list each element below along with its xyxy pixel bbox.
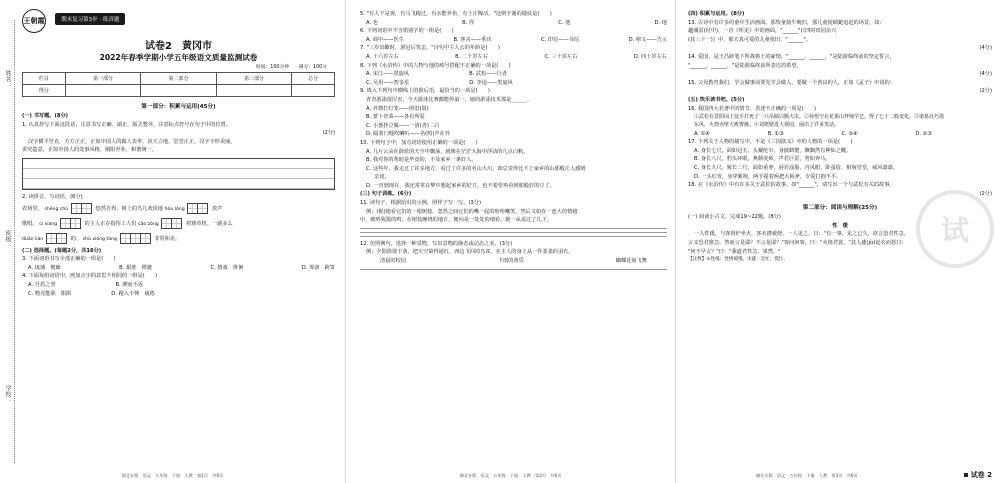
- score-table: [22, 72, 335, 97]
- options-row: [22, 264, 335, 273]
- option[interactable]: B. 武松——行者: [469, 71, 508, 78]
- pinyin-row: 歌唱。 cí xiáng 的主人正在指挥工人们 cāo zòng 着割草机。一副多么: [22, 217, 335, 232]
- passage-title: 性 缓: [832, 222, 848, 229]
- watermark-stamp: 试: [916, 190, 994, 268]
- option[interactable]: D. 隔着门缝吹喇叭——名(鸣)声在外: [366, 131, 450, 138]
- option-continued: 亲切。: [374, 174, 390, 181]
- score-note: (2分): [979, 88, 992, 95]
- choice[interactable]: 下雨的黄昏: [497, 258, 524, 265]
- score-cell: 第三部分: [216, 73, 292, 85]
- question-text: (其三十一)》中，那天真可爱的儿童依旧，"______"。: [688, 36, 811, 43]
- paper-title: 试卷2 黄冈市: [145, 41, 212, 52]
- subsection-heading: (一) 书写题。(8分): [22, 113, 69, 119]
- option[interactable]: C. 小葱拌豆腐——一清(青)二白: [366, 122, 440, 129]
- options-row: [360, 70, 667, 79]
- question-1: 1. 认真抄写下面这段话，注意书写正确、端正，版式整齐，注意标点符号在句子中的位置。: [22, 121, 231, 128]
- score-value-row: [23, 85, 335, 97]
- options-row: [22, 281, 335, 290]
- question-13: 13. 古诗中有许多的童年生活画面。那牧童骑牛晚归，那儿童捉蜻蜓追赶的场景，如：: [688, 19, 885, 26]
- question-8: 8. 下列《水浒传》中的人物与他的绰号搭配不正确的一项是( ): [360, 62, 511, 69]
- option[interactable]: A. 十六岁左右: [366, 53, 399, 60]
- subsection-heading: (四) 积累与运用。(8分): [688, 11, 745, 17]
- passage-text: 一人性缓，与客围炉坐火，客衣襟被烧，一人见之，曰："有一事，见之已久，欲言恐君性急，: [694, 231, 910, 238]
- question-18: 18. 在《水浒传》中有许多关于武松的故事，如"______"，请写出一个与武松有关的故事。: [688, 182, 895, 189]
- option[interactable]: A. 几片云朵在蔚蓝的天空中飘荡，就像在茫茫大海中浮动的几点白帆。: [366, 148, 529, 155]
- subsection-heading: (二) 选择题。(每题2分，共16分): [22, 247, 102, 254]
- options-row: [688, 130, 992, 139]
- question-6: 6. 下列词语中不含错别字的一组是( ): [360, 28, 454, 35]
- paper-label: 试卷 2: [964, 470, 992, 480]
- score-input[interactable]: [65, 85, 141, 97]
- score-input[interactable]: [141, 85, 217, 97]
- section-heading: 第二部分：阅读与理解(25分): [802, 205, 878, 212]
- question-text: ①武松在景阳冈上徒手打死了一只吊睛白额大虫。②孙悟空在花果山拜师学艺，得了七十二般变化。③诸葛亮巧借东风，火烧赤壁大败曹操。④刘姥姥进大观园，闹出了许多笑话。: [694, 114, 945, 129]
- char-grid[interactable]: [47, 233, 67, 244]
- option[interactable]: D. 跑入不惮 疲倦: [111, 290, 155, 297]
- page-3: [675, 0, 1000, 483]
- name-label: 姓名：: [4, 70, 11, 88]
- question-text: "______，______。"是陆游临终前所表达的希望。: [688, 62, 802, 69]
- subsection-heading: (五) 快乐读书吧。(5分): [688, 96, 745, 103]
- subsection-heading: (三) 句子训练。(6分): [360, 191, 412, 198]
- question-4: 4. 下面每组词语中，画加点字的意思不相同的一组是( ): [22, 273, 158, 280]
- score-input[interactable]: [216, 85, 292, 97]
- option[interactable]: B. ①③: [767, 130, 784, 137]
- section-heading: 第一部分：积累与运用(45分): [141, 104, 216, 110]
- passage-text: 言又恐君愈急。然而言是耶？不言是耶？"客问何事，曰："火烧君裳。"其人遽(jù)起衣而怒曰：: [688, 240, 907, 247]
- char-grid[interactable]: [162, 218, 182, 229]
- question-14: 14. 爱国，是王昌龄笔下所战将士的豪情，"______，______。"是陆游临终前的坚定誓言，: [688, 53, 895, 60]
- score-cell: 栏目: [23, 73, 66, 85]
- option[interactable]: C. 印信——书信: [540, 36, 580, 43]
- page-2: [345, 0, 675, 483]
- copy-text: 汉字横平竖直，方方正正，正如中国人的做人表率，顶天立地，堂堂正正。汉字字形美丽，: [28, 138, 236, 145]
- question-11: 11. 读句子，根据给出的示例，照样子写一写。(3分): [360, 200, 481, 207]
- example-text: 例：(猴)地看它们的一根树枝，忽然之间它们的嘴一起的哈哈嘲笑，然后又如在一连大的情绪: [366, 208, 578, 215]
- option[interactable]: C. 吴用——智多星: [366, 79, 410, 86]
- question-9: 9. 填入下列句中横线上的歇后语，最恰当的一项是( ): [360, 88, 490, 95]
- page-footer: 湖北专版 语文 五年级 下册 人教 第3页 共6页: [756, 473, 858, 478]
- question-5: 5. "有人不是客，有马飞跑过，有水能养鱼，有土庄稼活。"这则字谜的谜底是( ): [360, 11, 552, 17]
- passage-text: "何不早言？"曰："我道君性急，果然。": [688, 248, 781, 255]
- option[interactable]: D. ②③: [915, 130, 932, 137]
- option[interactable]: A. 琉璃 檐廊: [28, 264, 61, 271]
- question-15: 15. 父母教育我们，学会做事前要先学会做人，要做一个善良的人，正如《孟子》中说的：: [688, 79, 896, 86]
- answer-line[interactable]: [360, 232, 667, 233]
- option[interactable]: B. 你: [462, 19, 475, 26]
- example-text: 中，细听猩猩的鸣，在树枝缠绕的地方，便向是一处处的细看，她一从说过了几下。: [360, 217, 552, 224]
- options-row: [360, 53, 667, 62]
- char-grid[interactable]: [121, 233, 151, 244]
- option[interactable]: C. 池: [558, 19, 571, 26]
- options-row: [360, 79, 667, 88]
- score-input[interactable]: [292, 85, 335, 97]
- pinyin-row: 农场里， shēng chù 悠然自得，树上的鸟儿欢快地 hóu lóng 放声: [22, 202, 335, 217]
- example-text: 例：夕阳徐徐下落，把天空染得通红，西边飞回的鸟雀，在主人的身上从一件柔柔的羽衣。: [366, 249, 574, 256]
- option[interactable]: B. 溯而不返: [115, 281, 144, 288]
- option[interactable]: A. 身长七尺，面如冠玉，头戴纶巾，身披鹤氅，飘飘然有神仙之概。: [694, 147, 852, 154]
- score-note: (2分): [322, 130, 335, 137]
- page-footer: 湖北专版 语文 五年级 下册 人教 第1页 共6页: [121, 473, 224, 478]
- option[interactable]: D. 一直到现在，我还常常在梦中想起家乡的好豆，也不希望再看到那般好的豆了。: [366, 182, 555, 189]
- option[interactable]: A. 调中——医生: [366, 36, 404, 43]
- exam-meta: 时间：100分钟 满分：100分: [255, 65, 327, 70]
- option[interactable]: D. 四十岁左右: [633, 53, 667, 60]
- score-note: (4分): [979, 71, 992, 78]
- question-text: 青青游泳很厉害，今天游泳比赛都能得第一，她的游泳技术那是______。: [366, 96, 533, 103]
- writing-box[interactable]: [22, 158, 335, 190]
- score-cell: 得分: [23, 85, 66, 97]
- choice[interactable]: 蝴蝶花间飞舞: [615, 258, 647, 265]
- options-row: [22, 290, 335, 299]
- review-banner: 期末复习第3步 · 练真题: [55, 13, 125, 25]
- option[interactable]: D. 李逵——黑旋风: [469, 79, 513, 86]
- score-header-row: [23, 73, 335, 85]
- option[interactable]: D. 筹备 跨箐: [301, 264, 335, 271]
- option[interactable]: C. 嬉戏 徘徊: [210, 264, 244, 271]
- brand-logo: 王朝霞: [22, 9, 46, 33]
- option[interactable]: A. 吾盾之坚: [28, 281, 56, 288]
- option[interactable]: C. 三十岁左右: [544, 53, 578, 60]
- option[interactable]: D. 榜文——告示: [628, 36, 667, 43]
- score-note: (4分): [979, 45, 992, 52]
- question-17: 17. 下列关于人物的描写中，不是《三国演义》中的人物的一项是( ): [688, 139, 853, 146]
- option[interactable]: B. 二十岁左右: [455, 53, 488, 60]
- page-1: [0, 0, 345, 483]
- question-2: 2. 读拼音，写词语。(6分): [22, 193, 83, 200]
- answer-line[interactable]: [360, 269, 667, 270]
- score-cell: 总分: [292, 73, 335, 85]
- answer-line[interactable]: [360, 228, 667, 229]
- score-cell: 第二部分: [141, 73, 217, 85]
- option[interactable]: B. 我对你的帮助是毕竟的，不及家乡一条好人。: [366, 157, 477, 164]
- option[interactable]: C. 物竞能职 陷阱: [28, 290, 72, 297]
- option[interactable]: C. 身长九尺，髯长二尺，面如重枣，唇若涂脂，丹凤眼，卧蚕眉，相貌堂堂，威风凛凛。: [694, 164, 899, 171]
- subsection-heading: (一) 阅读小古文，完成19~22题。(8分): [688, 214, 781, 221]
- question-10: 10. 下列句子中，加点词语使用正确的一项是( ): [360, 139, 478, 146]
- square-icon: [964, 473, 968, 477]
- option[interactable]: B. 甜蔗 橙漉: [119, 264, 152, 271]
- option[interactable]: A. 宋江——黑旋风: [366, 71, 410, 78]
- char-grid[interactable]: [72, 203, 92, 214]
- options-row: [360, 19, 667, 28]
- option[interactable]: B. 身长八尺，豹头环眼，燕颔虎须，声若巨雷，势如奔马。: [694, 156, 831, 163]
- option[interactable]: C. 这些年，我走过了许多地方，看过了许多的名山大川，却总觉得比不上家乡的山那般让人感到: [366, 165, 586, 172]
- page-footer: 湖北专版 语文 五年级 下册 人教 第2页 共6页: [459, 473, 562, 478]
- choice[interactable]: 清晨的校园: [380, 258, 406, 265]
- char-grid[interactable]: [61, 218, 81, 229]
- school-label: 学校：: [4, 385, 11, 403]
- option[interactable]: B. 萝卜青菜——各有所爱: [366, 114, 425, 121]
- passage-note: 【注释】①性缓：性情缓慢。②遽：急忙，慌忙。: [688, 257, 789, 263]
- question-12: 12. 仿照例句，选择一种景物，写出景物的静态或动态之美。(3分): [360, 240, 513, 247]
- option[interactable]: A. ①④: [694, 130, 711, 137]
- question-7: 7. "三岁出瞭时，洞冠后笑恙。"诗句中主人公的年龄是( ): [360, 45, 500, 52]
- question-3: 3. 下面词语书写全部正确的一组是( ): [22, 256, 116, 263]
- option[interactable]: D. 地: [654, 19, 667, 26]
- option[interactable]: B. 客舍——垂店: [453, 36, 492, 43]
- paper-subtitle: 2022年春季学期小学五年级语文质量监测试卷: [99, 53, 258, 62]
- question-text: 趣溪雷(村中)，一首《所见》中的画面，"______"(《四时田园杂兴: [688, 28, 837, 35]
- copy-text: 讲究造意，正如中国人的处事风格，刚阳至朴，和谐统一。: [22, 147, 157, 154]
- char-grid[interactable]: [188, 203, 208, 214]
- options-row: [360, 36, 667, 45]
- answer-line[interactable]: [360, 236, 667, 237]
- score-note: (2分): [979, 190, 992, 197]
- option[interactable]: D. 一头红发，身穿紫袍，两手提着两把大板斧，专爱打抱不平。: [694, 173, 842, 180]
- option[interactable]: A. 也: [366, 19, 378, 26]
- choice-row: [360, 257, 667, 266]
- score-cell: 第一部分: [65, 73, 141, 85]
- question-16: 16. 我国四大名著中的情节，表述不正确的一项是( ): [688, 105, 817, 112]
- class-label: 班级：: [4, 230, 11, 248]
- pinyin-row: duān liàn 的、 shū xióng táng 非常和美。: [22, 232, 335, 247]
- option[interactable]: C. ③④: [841, 130, 858, 137]
- option[interactable]: A. 外甥打灯笼——照旧(舅): [366, 105, 429, 112]
